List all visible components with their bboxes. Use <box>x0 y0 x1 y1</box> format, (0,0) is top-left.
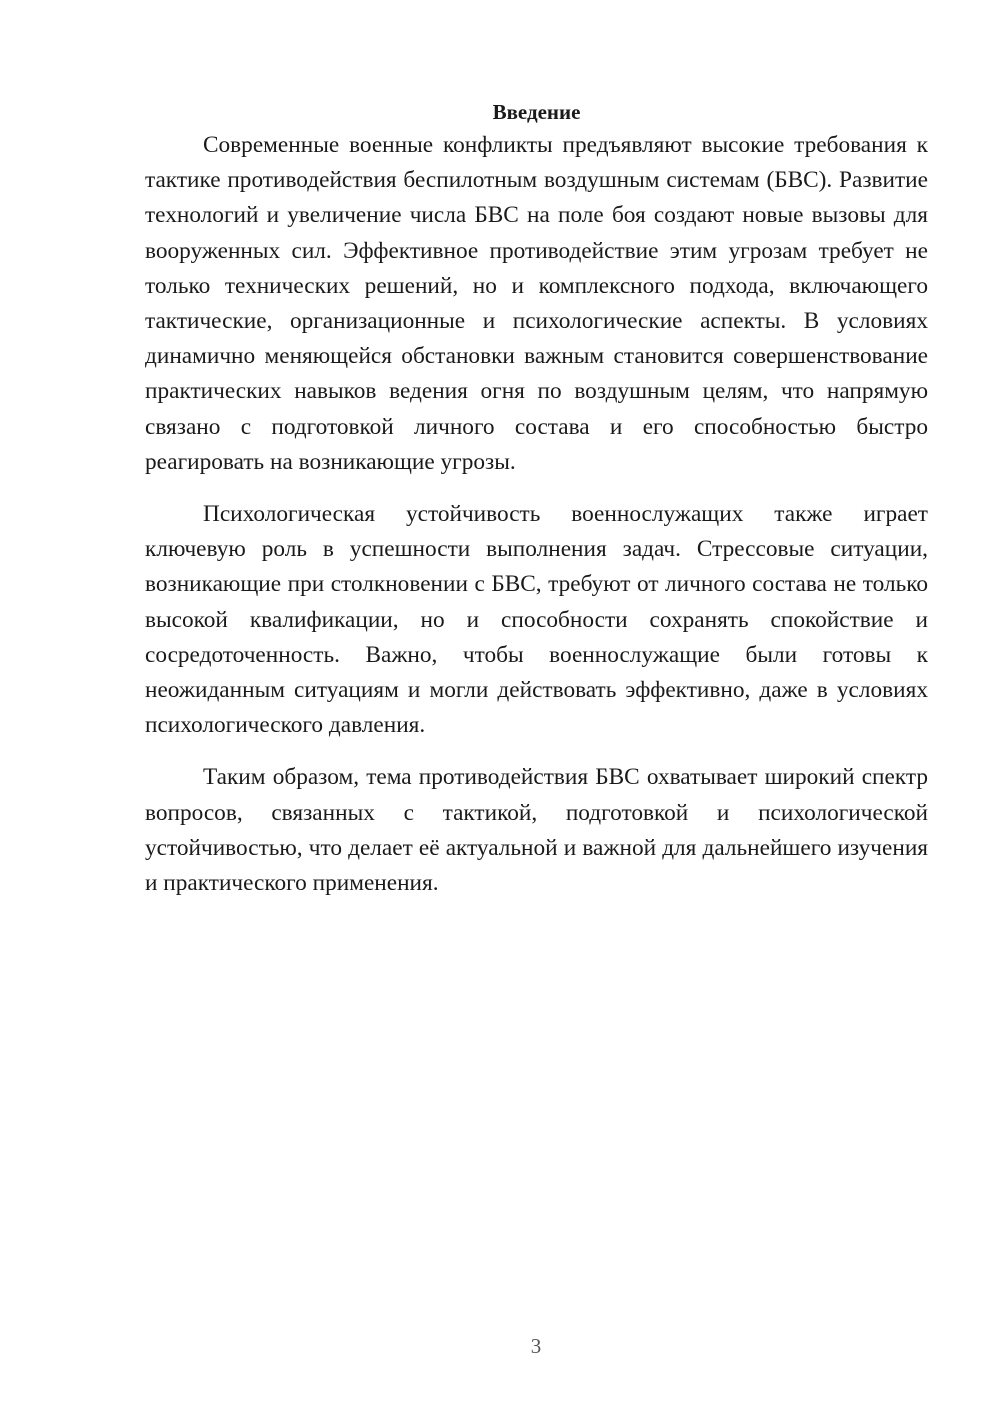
paragraph-1: Современные военные конфликты предъявляют высокие требования к тактике противодействия беспилотным воздушным системам (БВС). Развитие технологий и увеличение числа БВС на поле боя создают новые вызовы для вооруженных сил. Эффективное противодействие этим угрозам требует не только технических решений, но и комплексного подхода, включающего тактические, организационные и психологические аспекты. В условиях динамично меняющейся обстановки важным становится совершенствование практических навыков ведения огня по воздушным целям, что напрямую связано с подготовкой личного состава и его способностью быстро реагировать на возникающие угрозы. <box>145 132 928 475</box>
page-number: 3 <box>530 1334 542 1358</box>
paragraph-3: Таким образом, тема противодействия БВС охватывает широкий спектр вопросов, связанных с тактикой, подготовкой и психологической устойчивостью, что делает её актуальной и важной для дальнейшего изучения и практического применения. <box>145 764 928 897</box>
section-heading: Введение <box>492 100 581 124</box>
page-content <box>145 96 928 901</box>
paragraph-2: Психологическая устойчивость военнослужащих также играет ключевую роль в успешности выполнения задач. Стрессовые ситуации, возникающие при столкновении с БВС, требуют от личного состава не только высокой квалификации, но и способности сохранять спокойствие и сосредоточенность. Важно, чтобы военнослужащие были готовы к неожиданным ситуациям и могли действовать эффективно, даже в условиях психологического давления. <box>145 501 928 739</box>
